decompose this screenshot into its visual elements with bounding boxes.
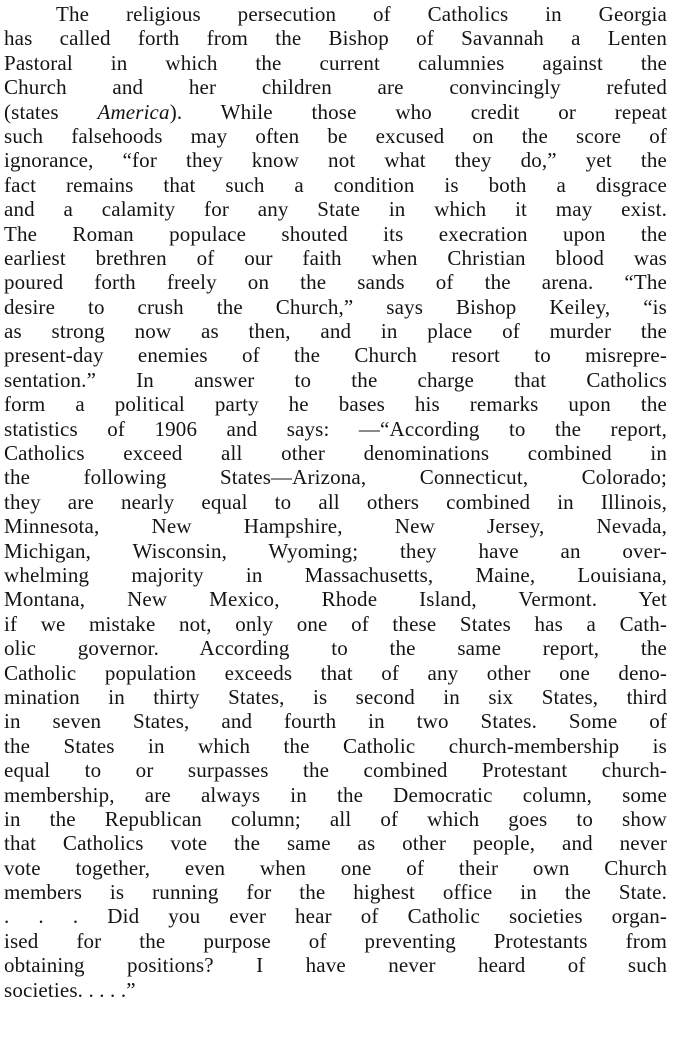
text-line: whelming majority in Massachusetts, Maine, Louisiana, xyxy=(4,562,667,587)
text-line: (states America). While those who credit or repeat xyxy=(4,99,667,124)
text-line: mination in thirty States, is second in six States, third xyxy=(4,684,667,709)
text-line: members is running for the highest office in the State. xyxy=(4,880,667,905)
publication-name: America xyxy=(97,99,170,124)
text-line: The Roman populace shouted its execration upon the xyxy=(4,221,667,246)
text-line: Michigan, Wisconsin, Wyoming; they have an over- xyxy=(4,538,667,563)
text-line: present-day enemies of the Church resort to misrepre- xyxy=(4,343,667,368)
text-line: . . . Did you ever hear of Catholic societies organ- xyxy=(4,904,667,929)
text-line: olic governor. According to the same report, the xyxy=(4,636,667,661)
text-line: Catholics exceed all other denominations combined in xyxy=(4,441,667,466)
text-line: earliest brethren of our faith when Christian blood was xyxy=(4,245,667,270)
text-line: sentation.” In answer to the charge that Catholics xyxy=(4,367,667,392)
text-line: in the Republican column; all of which goes to show xyxy=(4,806,667,831)
text-line: poured forth freely on the sands of the arena. “The xyxy=(4,270,667,295)
text-line: societies. . . . .” xyxy=(4,977,136,1002)
text-line: membership, are always in the Democratic column, some xyxy=(4,782,667,807)
text-line: such falsehoods may often be excused on the score of xyxy=(4,123,667,148)
text-line: form a political party he bases his remarks upon the xyxy=(4,392,667,417)
text-line: statistics of 1906 and says: —“According to the report, xyxy=(4,416,667,441)
text-line: in seven States, and fourth in two States. Some of xyxy=(4,709,667,734)
text-line: they are nearly equal to all others combined in Illinois, xyxy=(4,489,667,514)
text-line: Church and her children are convincingly refuted xyxy=(4,75,667,100)
text-line: equal to or surpasses the combined Protestant church- xyxy=(4,758,667,783)
text-line: that Catholics vote the same as other people, and never xyxy=(4,831,667,856)
text-line: desire to crush the Church,” says Bishop Keiley, “is xyxy=(4,294,667,319)
text-line: ignorance, “for they know not what they do,” yet the xyxy=(4,148,667,173)
text-line: Pastoral in which the current calumnies against the xyxy=(4,50,667,75)
text-line: as strong now as then, and in place of murder the xyxy=(4,319,667,344)
text-line: obtaining positions? I have never heard of such xyxy=(4,953,667,978)
text-line: has called forth from the Bishop of Savannah a Lenten xyxy=(4,26,667,51)
text-line: The religious persecution of Catholics in Georgia xyxy=(56,2,667,26)
text-line: Catholic population exceeds that of any other one deno- xyxy=(4,660,667,685)
text-line: Minnesota, New Hampshire, New Jersey, Nevada, xyxy=(4,514,667,539)
text-line: if we mistake not, only one of these States has a Cath- xyxy=(4,611,667,636)
text-line: fact remains that such a condition is both a disgrace xyxy=(4,172,667,197)
text-line: vote together, even when one of their own Church xyxy=(4,855,667,880)
text-line: Montana, New Mexico, Rhode Island, Vermont. Yet xyxy=(4,587,667,612)
text-line: and a calamity for any State in which it may exist. xyxy=(4,197,667,222)
text-line: the following States—Arizona, Connecticut, Colorado; xyxy=(4,465,667,490)
text-line: ised for the purpose of preventing Protestants from xyxy=(4,928,667,953)
text-line: the States in which the Catholic church-membership is xyxy=(4,733,667,758)
